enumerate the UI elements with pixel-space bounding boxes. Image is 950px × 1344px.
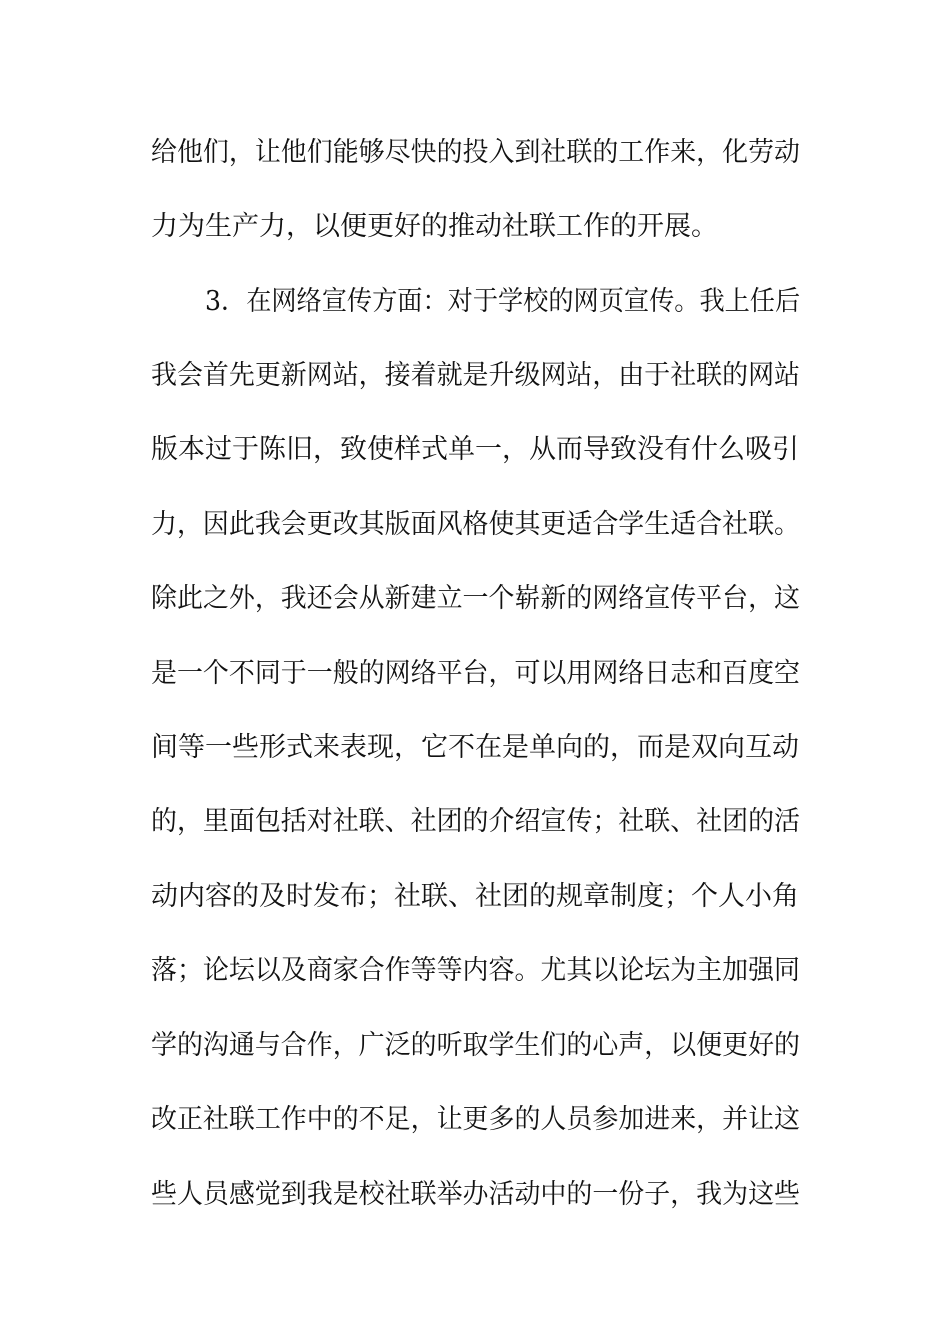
text-line-2: 力为生产力，以便更好的推动社联工作的开展。 bbox=[151, 211, 718, 242]
text-line-1: 给他们，让他们能够尽快的投入到社联的工作来，化劳动 bbox=[151, 137, 801, 168]
text-line-6: 力，因此我会更改其版面风格使其更适合学生适合社联。 bbox=[151, 509, 801, 540]
text-line-4: 我会首先更新网站，接着就是升级网站，由于社联的网站 bbox=[151, 360, 801, 391]
text-line-9: 间等一些形式来表现，它不在是单向的，而是双向互动 bbox=[151, 732, 799, 763]
text-line-14: 改正社联工作中的不足，让更多的人员参加进来，并让这 bbox=[151, 1104, 801, 1135]
text-line-12: 落；论坛以及商家合作等等内容。尤其以论坛为主加强同 bbox=[151, 955, 801, 986]
text-line-10: 的，里面包括对社联、社团的介绍宣传；社联、社团的活 bbox=[151, 806, 801, 837]
text-line-8: 是一个不同于一般的网络平台，可以用网络日志和百度空 bbox=[151, 658, 801, 689]
text-line-5: 版本过于陈旧，致使样式单一，从而导致没有什么吸引 bbox=[151, 434, 799, 465]
text-line-13: 学的沟通与合作，广泛的听取学生们的心声，以便更好的 bbox=[151, 1030, 801, 1061]
text-line-3: 3．在网络宣传方面：对于学校的网页宣传。我上任后 bbox=[205, 286, 801, 317]
text-line-11: 动内容的及时发布；社联、社团的规章制度；个人小角 bbox=[151, 881, 799, 912]
text-line-7: 除此之外，我还会从新建立一个崭新的网络宣传平台，这 bbox=[151, 583, 801, 614]
text-line-15: 些人员感觉到我是校社联举办活动中的一份子，我为这些 bbox=[151, 1179, 801, 1210]
